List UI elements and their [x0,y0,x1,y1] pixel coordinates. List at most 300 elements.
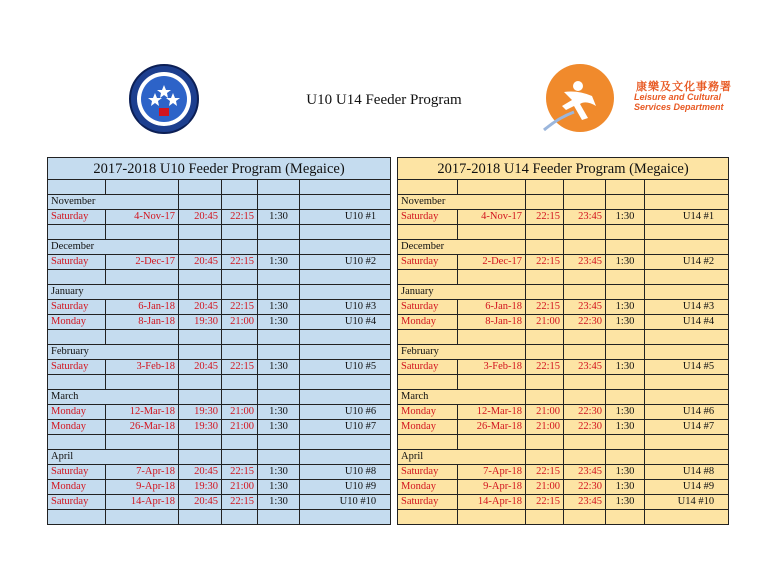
session-label: U14 #4 [645,315,729,330]
session-end-time: 22:15 [222,495,258,510]
u14-table-title: 2017-2018 U14 Feeder Program (Megaice) [398,158,729,180]
session-duration: 1:30 [258,480,300,495]
session-end-time: 23:45 [564,300,606,315]
month-name: April [398,450,526,465]
empty-cell [645,180,729,195]
session-date: 26-Mar-18 [458,420,526,435]
blank-row [48,375,391,390]
session-day: Saturday [398,255,458,270]
empty-cell [645,240,729,255]
month-name: December [398,240,526,255]
session-end-time: 23:45 [564,255,606,270]
empty-cell [526,375,564,390]
empty-cell [564,195,606,210]
session-label: U14 #10 [645,495,729,510]
session-row [48,420,391,435]
empty-cell [458,330,526,345]
session-end-time: 22:15 [222,210,258,225]
empty-cell [300,330,391,345]
month-header-row [398,240,729,255]
session-label: U10 #1 [300,210,391,225]
session-start-time: 22:15 [526,210,564,225]
session-day: Saturday [398,360,458,375]
session-duration: 1:30 [606,315,645,330]
empty-cell [645,285,729,300]
empty-cell [179,225,222,240]
session-date: 12-Mar-18 [106,405,179,420]
session-date: 4-Nov-17 [106,210,179,225]
empty-cell [222,510,258,525]
session-row [398,300,729,315]
session-row [48,255,391,270]
session-row [48,300,391,315]
session-label: U10 #6 [300,405,391,420]
month-header-row [398,195,729,210]
blank-row [398,510,729,525]
empty-cell [606,390,645,405]
empty-cell [564,285,606,300]
session-label: U10 #7 [300,420,391,435]
session-label: U10 #10 [300,495,391,510]
empty-cell [300,225,391,240]
month-header-row [48,285,391,300]
session-start-time: 21:00 [526,315,564,330]
empty-cell [645,270,729,285]
session-duration: 1:30 [258,420,300,435]
session-day: Saturday [48,210,106,225]
session-start-time: 20:45 [179,495,222,510]
empty-cell [258,330,300,345]
month-header-row [398,345,729,360]
empty-cell [106,510,179,525]
empty-cell [526,270,564,285]
session-duration: 1:30 [258,315,300,330]
empty-cell [258,345,300,360]
empty-cell [258,270,300,285]
empty-cell [222,330,258,345]
lcsd-english-name [634,92,724,112]
empty-cell [606,345,645,360]
month-name: February [48,345,179,360]
session-duration: 1:30 [606,210,645,225]
empty-cell [606,375,645,390]
session-end-time: 21:00 [222,405,258,420]
lcsd-english-line2: Services Department [634,102,724,112]
session-duration: 1:30 [606,300,645,315]
session-duration: 1:30 [258,360,300,375]
empty-cell [179,270,222,285]
month-name: November [48,195,179,210]
session-label: U10 #4 [300,315,391,330]
session-end-time: 23:45 [564,465,606,480]
month-header-row [48,195,391,210]
empty-cell [300,270,391,285]
empty-cell [179,345,222,360]
session-duration: 1:30 [606,405,645,420]
month-header-row [48,345,391,360]
session-duration: 1:30 [606,360,645,375]
empty-cell [48,330,106,345]
u10-table-title: 2017-2018 U10 Feeder Program (Megaice) [48,158,391,180]
session-start-time: 21:00 [526,480,564,495]
empty-cell [106,330,179,345]
session-date: 7-Apr-18 [458,465,526,480]
session-start-time: 21:00 [526,405,564,420]
session-date: 14-Apr-18 [458,495,526,510]
month-header-row [48,240,391,255]
session-label: U10 #8 [300,465,391,480]
session-label: U10 #9 [300,480,391,495]
session-row [48,465,391,480]
empty-cell [645,225,729,240]
empty-cell [179,330,222,345]
empty-cell [300,180,391,195]
session-day: Saturday [48,495,106,510]
session-duration: 1:30 [606,480,645,495]
month-header-row [398,285,729,300]
session-date: 2-Dec-17 [106,255,179,270]
empty-cell [645,435,729,450]
session-row [398,420,729,435]
empty-cell [398,270,458,285]
session-row [398,360,729,375]
session-day: Monday [48,420,106,435]
empty-cell [526,195,564,210]
session-date: 9-Apr-18 [106,480,179,495]
session-date: 8-Jan-18 [458,315,526,330]
lcsd-english-line1: Leisure and Cultural [634,92,722,102]
empty-cell [564,510,606,525]
session-day: Monday [398,480,458,495]
empty-cell [222,375,258,390]
session-duration: 1:30 [258,465,300,480]
blank-row [398,180,729,195]
session-day: Monday [48,405,106,420]
session-date: 9-Apr-18 [458,480,526,495]
empty-cell [564,270,606,285]
empty-cell [564,330,606,345]
empty-cell [606,270,645,285]
month-name: March [48,390,179,405]
empty-cell [258,240,300,255]
session-label: U14 #5 [645,360,729,375]
blank-row [48,435,391,450]
month-name: February [398,345,526,360]
session-day: Saturday [398,210,458,225]
empty-cell [458,270,526,285]
session-start-time: 19:30 [179,405,222,420]
session-duration: 1:30 [606,495,645,510]
session-row [48,405,391,420]
empty-cell [222,240,258,255]
session-duration: 1:30 [606,255,645,270]
session-row [398,210,729,225]
u14-table-body [398,158,729,525]
session-end-time: 22:15 [222,465,258,480]
empty-cell [398,330,458,345]
empty-cell [564,375,606,390]
empty-cell [179,180,222,195]
empty-cell [179,285,222,300]
session-end-time: 22:30 [564,405,606,420]
empty-cell [458,435,526,450]
empty-cell [526,180,564,195]
empty-cell [222,450,258,465]
empty-cell [179,510,222,525]
empty-cell [222,195,258,210]
session-day: Monday [398,315,458,330]
empty-cell [606,330,645,345]
session-duration: 1:30 [258,495,300,510]
session-day: Monday [398,405,458,420]
empty-cell [222,270,258,285]
empty-cell [222,180,258,195]
empty-cell [258,450,300,465]
session-date: 6-Jan-18 [458,300,526,315]
session-end-time: 23:45 [564,495,606,510]
empty-cell [300,450,391,465]
empty-cell [606,435,645,450]
empty-cell [179,240,222,255]
blank-row [398,435,729,450]
session-day: Saturday [398,495,458,510]
session-day: Saturday [398,465,458,480]
empty-cell [606,180,645,195]
empty-cell [564,435,606,450]
blank-row [48,510,391,525]
u10-table-body [48,158,391,525]
empty-cell [645,195,729,210]
session-row [398,255,729,270]
empty-cell [179,435,222,450]
session-start-time: 20:45 [179,360,222,375]
session-end-time: 22:15 [222,360,258,375]
empty-cell [258,195,300,210]
session-start-time: 19:30 [179,315,222,330]
empty-cell [606,510,645,525]
session-end-time: 21:00 [222,420,258,435]
session-date: 2-Dec-17 [458,255,526,270]
session-row [398,405,729,420]
session-start-time: 19:30 [179,420,222,435]
month-header-row [398,450,729,465]
session-label: U14 #9 [645,480,729,495]
session-day: Monday [48,315,106,330]
session-end-time: 22:15 [222,300,258,315]
empty-cell [564,240,606,255]
month-name: March [398,390,526,405]
blank-row [48,270,391,285]
empty-cell [526,285,564,300]
session-label: U14 #7 [645,420,729,435]
empty-cell [564,450,606,465]
empty-cell [645,330,729,345]
empty-cell [48,435,106,450]
session-duration: 1:30 [258,405,300,420]
session-duration: 1:30 [258,255,300,270]
empty-cell [645,390,729,405]
session-day: Saturday [48,300,106,315]
empty-cell [222,390,258,405]
empty-cell [106,270,179,285]
blank-row [398,375,729,390]
empty-cell [258,435,300,450]
empty-cell [606,195,645,210]
session-end-time: 22:30 [564,420,606,435]
session-start-time: 20:45 [179,255,222,270]
empty-cell [526,450,564,465]
session-duration: 1:30 [258,210,300,225]
empty-cell [222,225,258,240]
session-duration: 1:30 [606,420,645,435]
empty-cell [458,225,526,240]
empty-cell [526,225,564,240]
blank-row [398,225,729,240]
empty-cell [300,345,391,360]
session-end-time: 22:30 [564,315,606,330]
empty-cell [645,510,729,525]
empty-cell [258,285,300,300]
session-start-time: 20:45 [179,465,222,480]
session-label: U10 #5 [300,360,391,375]
empty-cell [179,375,222,390]
empty-cell [48,270,106,285]
u10-schedule-table [47,157,391,525]
session-date: 4-Nov-17 [458,210,526,225]
empty-cell [526,510,564,525]
empty-cell [398,510,458,525]
empty-cell [179,195,222,210]
session-label: U14 #2 [645,255,729,270]
empty-cell [300,240,391,255]
empty-cell [179,450,222,465]
page-title: U10 U14 Feeder Program [306,92,462,108]
u14-title-row [398,158,729,180]
session-start-time: 22:15 [526,300,564,315]
empty-cell [179,390,222,405]
session-start-time: 22:15 [526,495,564,510]
lcsd-chinese-name: 康樂及文化事務署 [636,80,732,93]
empty-cell [300,435,391,450]
empty-cell [398,435,458,450]
empty-cell [300,195,391,210]
session-row [48,495,391,510]
session-duration: 1:30 [258,300,300,315]
empty-cell [645,345,729,360]
month-header-row [48,390,391,405]
session-date: 7-Apr-18 [106,465,179,480]
empty-cell [106,375,179,390]
session-day: Monday [48,480,106,495]
empty-cell [300,510,391,525]
empty-cell [106,225,179,240]
empty-cell [606,225,645,240]
month-name: January [48,285,179,300]
empty-cell [645,450,729,465]
empty-cell [606,285,645,300]
session-end-time: 22:15 [222,255,258,270]
session-date: 26-Mar-18 [106,420,179,435]
empty-cell [258,180,300,195]
month-header-row [48,450,391,465]
session-row [48,315,391,330]
session-label: U14 #1 [645,210,729,225]
empty-cell [106,180,179,195]
empty-cell [398,180,458,195]
session-start-time: 20:45 [179,300,222,315]
empty-cell [458,180,526,195]
empty-cell [398,375,458,390]
empty-cell [48,225,106,240]
blank-row [398,270,729,285]
session-date: 12-Mar-18 [458,405,526,420]
empty-cell [222,345,258,360]
session-row [48,480,391,495]
session-row [398,480,729,495]
empty-cell [48,375,106,390]
blank-row [48,225,391,240]
empty-cell [258,375,300,390]
month-name: April [48,450,179,465]
empty-cell [300,390,391,405]
session-end-time: 23:45 [564,360,606,375]
session-duration: 1:30 [606,465,645,480]
session-end-time: 21:00 [222,315,258,330]
u14-schedule-table [397,157,729,525]
empty-cell [645,375,729,390]
session-label: U14 #3 [645,300,729,315]
empty-cell [526,330,564,345]
session-date: 6-Jan-18 [106,300,179,315]
session-date: 3-Feb-18 [458,360,526,375]
session-row [48,210,391,225]
session-end-time: 21:00 [222,480,258,495]
empty-cell [458,375,526,390]
session-start-time: 22:15 [526,255,564,270]
empty-cell [564,225,606,240]
session-date: 14-Apr-18 [106,495,179,510]
empty-cell [526,435,564,450]
month-name: January [398,285,526,300]
empty-cell [564,345,606,360]
empty-cell [526,240,564,255]
empty-cell [48,510,106,525]
empty-cell [222,435,258,450]
session-end-time: 23:45 [564,210,606,225]
session-label: U10 #2 [300,255,391,270]
empty-cell [606,240,645,255]
session-label: U14 #8 [645,465,729,480]
empty-cell [48,180,106,195]
session-start-time: 21:00 [526,420,564,435]
empty-cell [300,375,391,390]
empty-cell [300,285,391,300]
empty-cell [398,225,458,240]
empty-cell [564,390,606,405]
session-end-time: 22:30 [564,480,606,495]
session-day: Saturday [48,465,106,480]
session-start-time: 22:15 [526,360,564,375]
session-start-time: 19:30 [179,480,222,495]
empty-cell [564,180,606,195]
month-name: November [398,195,526,210]
empty-cell [458,510,526,525]
blank-row [48,330,391,345]
session-date: 3-Feb-18 [106,360,179,375]
session-start-time: 20:45 [179,210,222,225]
session-start-time: 22:15 [526,465,564,480]
session-row [398,495,729,510]
